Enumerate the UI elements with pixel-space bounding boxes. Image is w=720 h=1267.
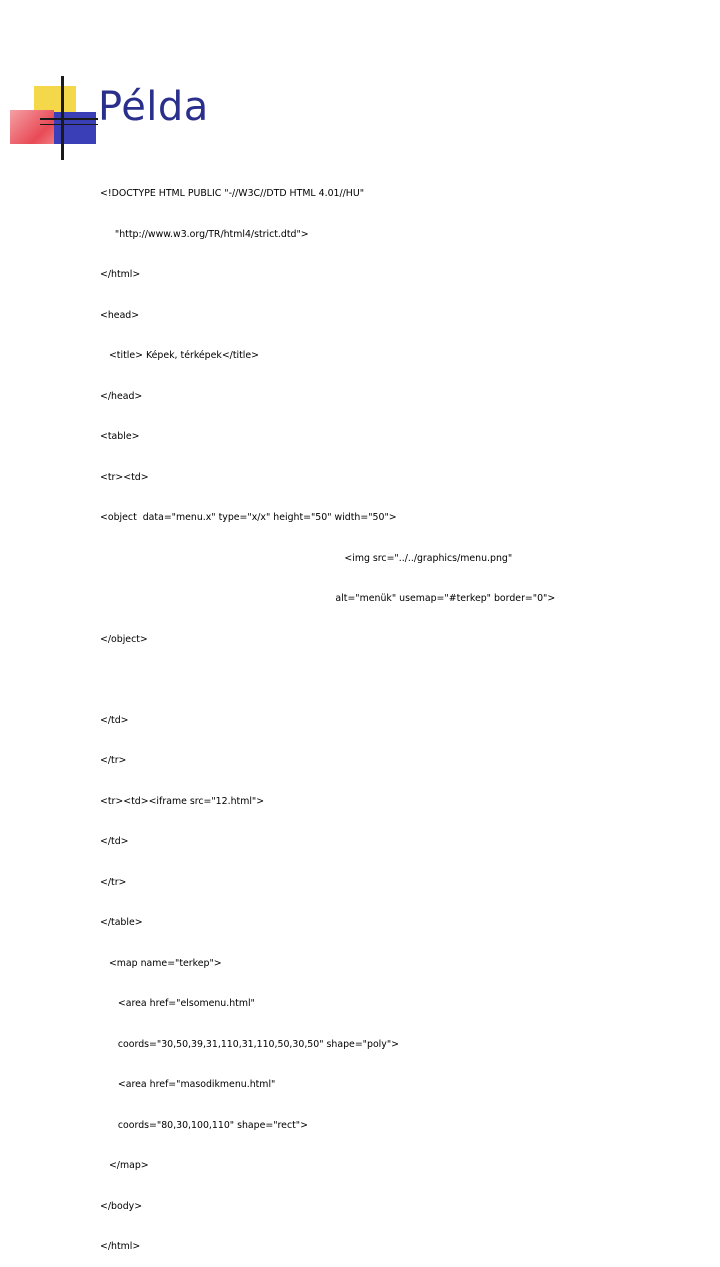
code-line: <object data="menu.x" type="x/x" height="50" width="50">	[100, 512, 397, 523]
code-line: </td>	[100, 714, 129, 726]
code-block	[100, 160, 700, 1267]
code-line: </body>	[100, 1200, 143, 1212]
code-line: </tr>	[100, 755, 127, 766]
code-line: </tr>	[100, 876, 127, 888]
code-line: <title> Képek, térképek</title>	[100, 350, 260, 361]
code-line: <tr><td><iframe src="12.html">	[100, 795, 265, 807]
code-line: <img src="../../graphics/menu.png"	[100, 552, 513, 564]
code-line: </table>	[100, 917, 143, 928]
code-line: <table>	[100, 431, 140, 442]
code-line: </head>	[100, 390, 143, 402]
code-line: </td>	[100, 836, 129, 847]
code-line: <tr><td>	[100, 471, 149, 483]
code-line: </html>	[100, 1241, 141, 1252]
code-line: </object>	[100, 633, 148, 645]
code-line	[100, 673, 700, 687]
code-line: coords="80,30,100,110" shape="rect">	[100, 1119, 308, 1131]
code-line: <map name="terkep">	[100, 957, 222, 969]
code-line: </html>	[100, 269, 141, 280]
code-line: <!DOCTYPE HTML PUBLIC "-//W3C//DTD HTML 4.01//HU"	[100, 188, 365, 199]
code-line: coords="30,50,39,31,110,31,110,50,30,50" shape="poly">	[100, 1038, 399, 1050]
decor-horizontal-line-thin	[40, 124, 98, 125]
decor-horizontal-line	[40, 118, 98, 120]
slide-title: Példa	[98, 84, 209, 130]
code-line: "http://www.w3.org/TR/html4/strict.dtd">	[100, 228, 309, 240]
code-line: <area href="masodikmenu.html"	[100, 1079, 276, 1090]
decor-red-square	[10, 110, 54, 144]
code-line: alt="menük" usemap="#terkep" border="0">	[100, 593, 556, 604]
code-line: <area href="elsomenu.html"	[100, 998, 255, 1009]
code-line: </map>	[100, 1160, 149, 1171]
code-line: <head>	[100, 309, 140, 321]
